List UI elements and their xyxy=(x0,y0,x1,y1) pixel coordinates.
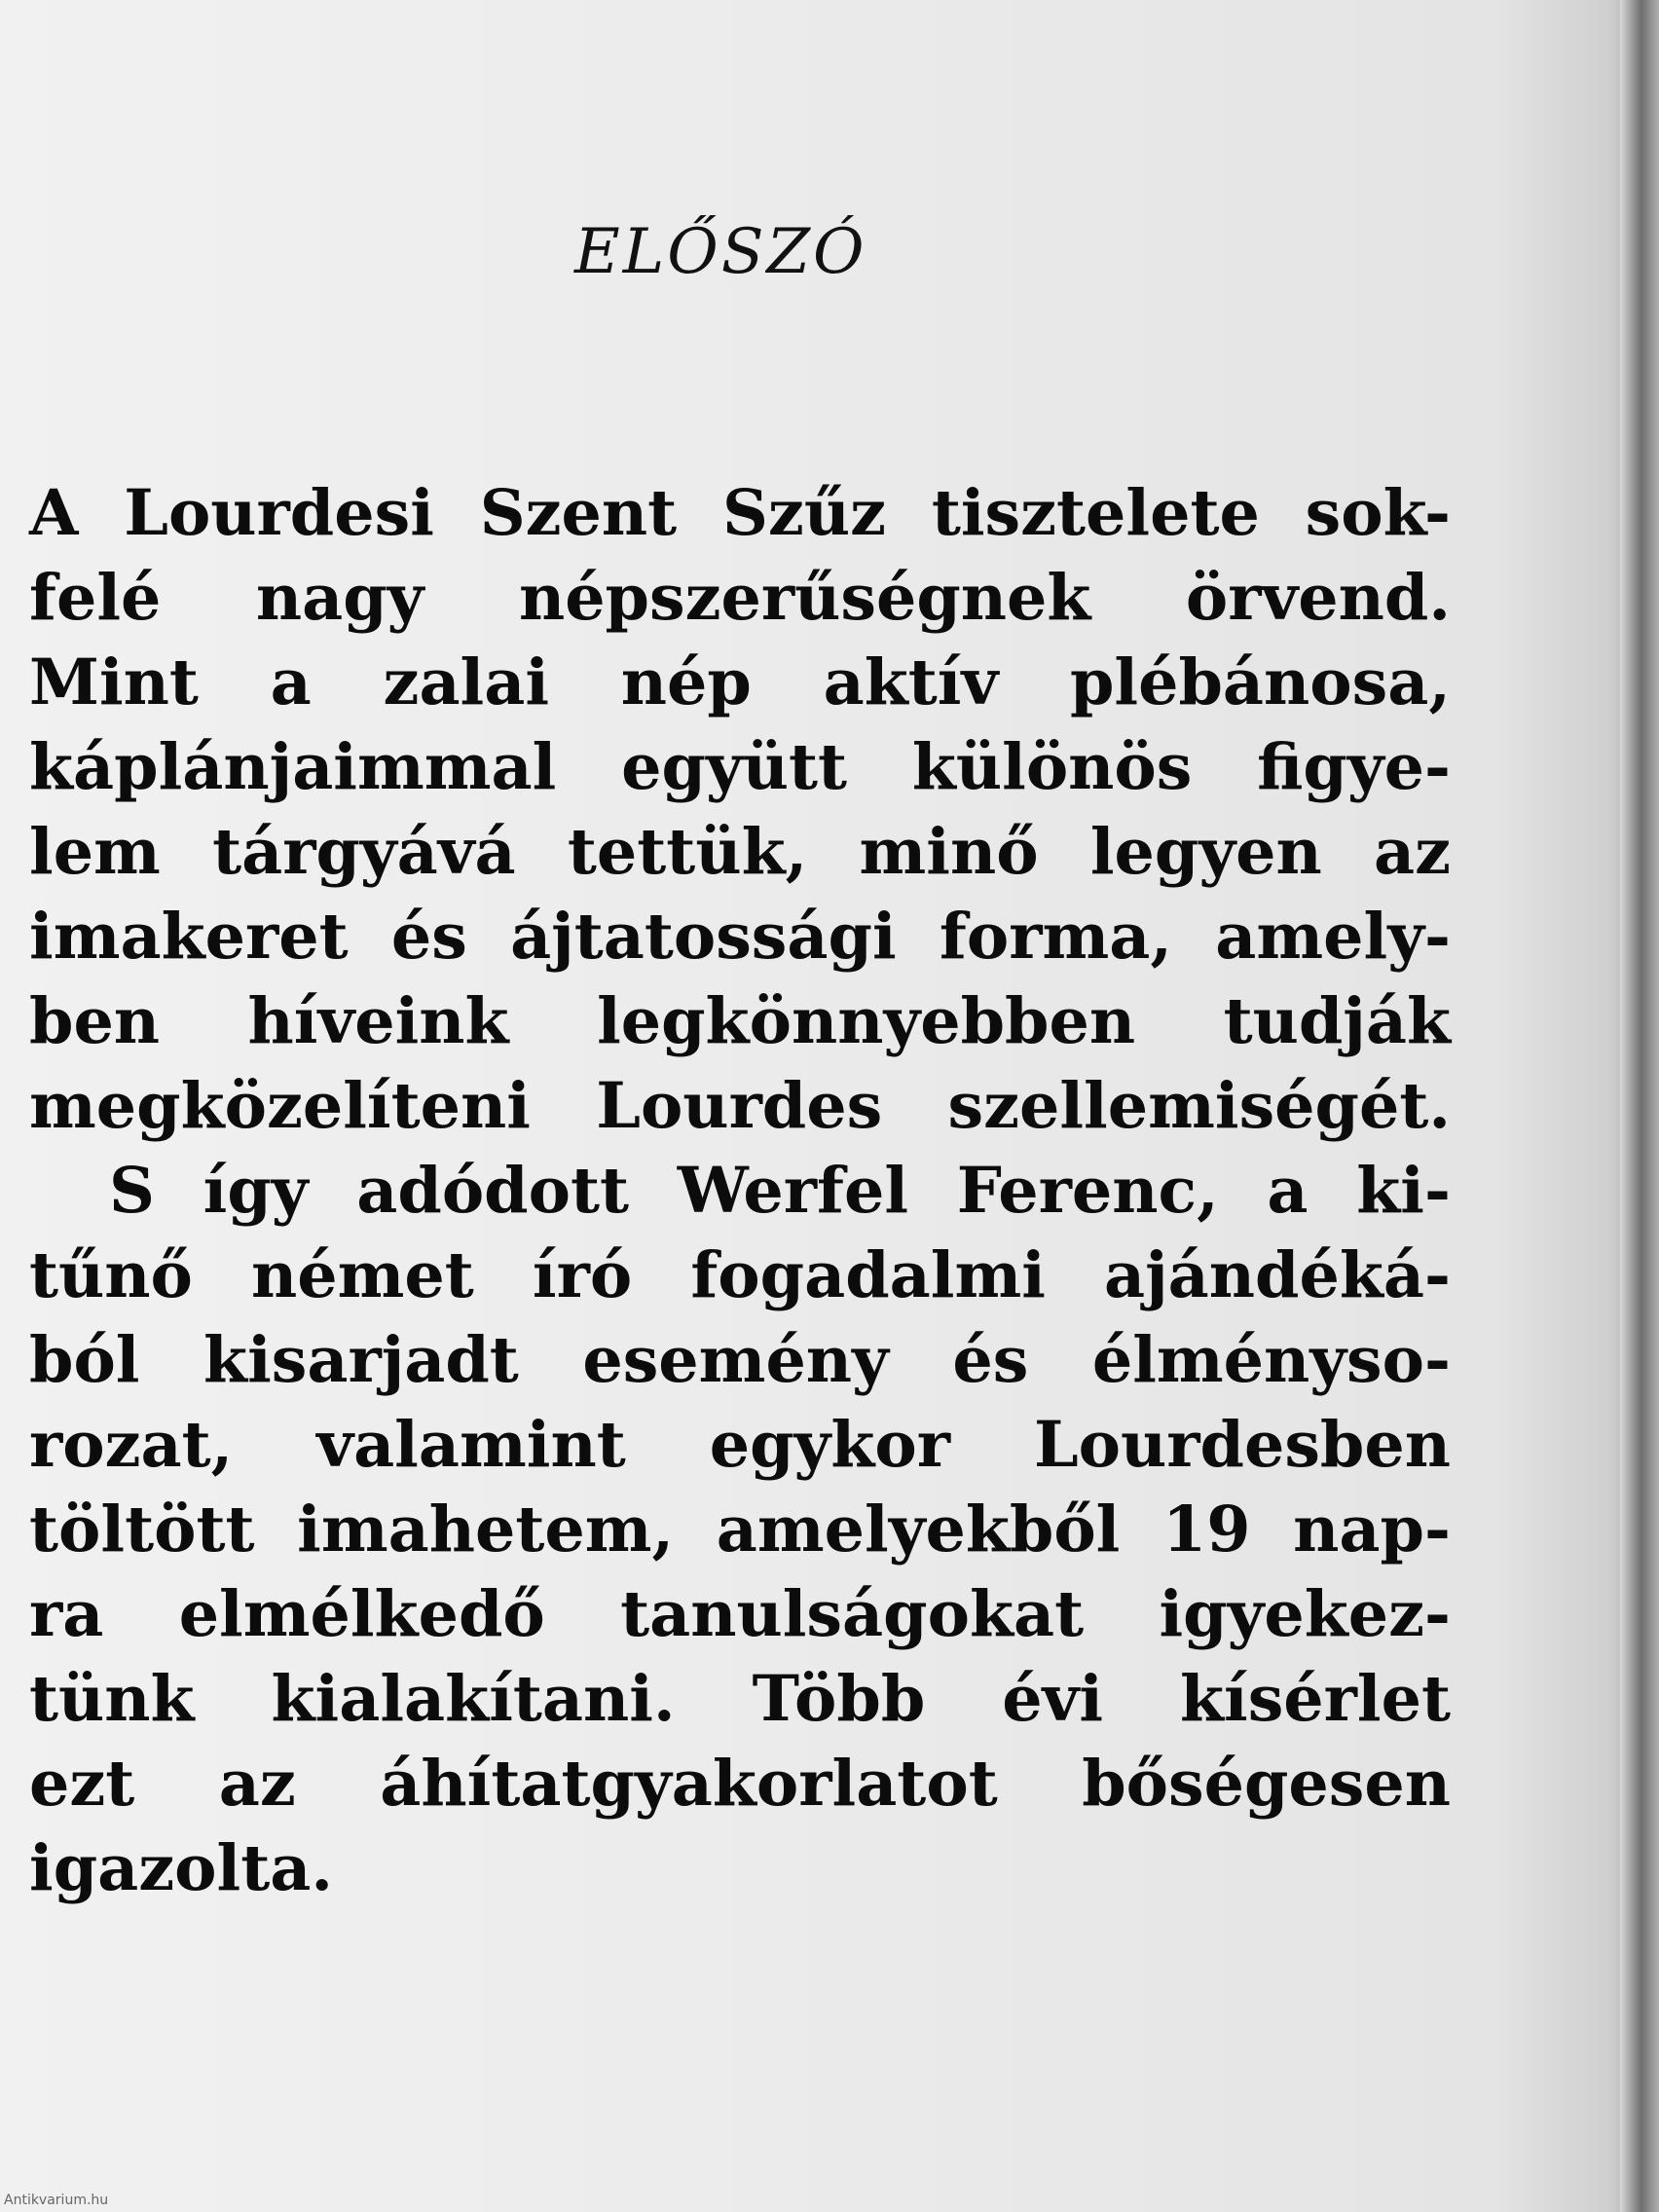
word: Ferenc, xyxy=(956,1154,1219,1228)
word: tudják xyxy=(1223,984,1451,1058)
word: áhítatgyakorlatot xyxy=(380,1747,998,1821)
body-text xyxy=(29,471,1451,1911)
paragraph-1 xyxy=(29,471,1451,1149)
word: felé xyxy=(29,561,162,635)
word: tünk xyxy=(29,1662,195,1736)
word: plébánosa, xyxy=(1069,645,1451,719)
word: ajándéká- xyxy=(1104,1238,1451,1312)
word: figye- xyxy=(1257,730,1451,804)
text-line xyxy=(29,471,1451,556)
word: kísérlet xyxy=(1179,1662,1451,1736)
word: aktív xyxy=(823,645,999,719)
word: tettük, xyxy=(567,815,808,889)
word: fogadalmi xyxy=(690,1238,1046,1312)
word: Werfel xyxy=(677,1154,909,1228)
word: elmélkedő xyxy=(178,1577,545,1651)
word: S xyxy=(109,1154,155,1228)
word: minő xyxy=(859,815,1039,889)
word: nagy xyxy=(255,561,424,635)
word: imahetem, xyxy=(297,1493,675,1567)
word: amely- xyxy=(1215,900,1451,974)
word: legyen xyxy=(1089,815,1322,889)
paragraph-2 xyxy=(29,1149,1451,1911)
word: sok- xyxy=(1305,476,1451,550)
word: és xyxy=(390,900,467,974)
word: amelyekből xyxy=(716,1493,1121,1567)
word: adódott xyxy=(356,1154,630,1228)
watermark: Antikvarium.hu xyxy=(4,2193,109,2208)
text-line xyxy=(29,1826,1451,1911)
word: a xyxy=(270,645,312,719)
word: zalai xyxy=(383,645,550,719)
word: töltött xyxy=(29,1493,255,1567)
text-line xyxy=(29,1064,1451,1149)
page-edge xyxy=(1620,0,1659,2212)
word: ki- xyxy=(1356,1154,1451,1228)
word: együtt xyxy=(621,730,848,804)
text-line xyxy=(29,1742,1451,1826)
text-line xyxy=(29,979,1451,1064)
word: különös xyxy=(911,730,1193,804)
word: esemény xyxy=(582,1323,889,1397)
word: Lourdes xyxy=(596,1069,883,1143)
word: örvend. xyxy=(1185,561,1451,635)
word: a xyxy=(1267,1154,1309,1228)
text-line xyxy=(29,895,1451,979)
word: ra xyxy=(29,1577,104,1651)
word: író xyxy=(532,1238,633,1312)
text-line xyxy=(29,1149,1451,1234)
word: rozat, xyxy=(29,1408,234,1482)
word: valamint xyxy=(316,1408,626,1482)
word: kisarjadt xyxy=(203,1323,519,1397)
word: tisztelete xyxy=(931,476,1260,550)
word: Szűz xyxy=(721,476,887,550)
word: ájtatossági xyxy=(510,900,897,974)
word: ezt xyxy=(29,1747,135,1821)
word: nép xyxy=(620,645,752,719)
word: Lourdesi xyxy=(124,476,434,550)
word: nap- xyxy=(1293,1493,1451,1567)
word: és xyxy=(952,1323,1029,1397)
text-line xyxy=(29,1318,1451,1403)
text-line xyxy=(29,1488,1451,1572)
word: lem xyxy=(29,815,161,889)
word: A xyxy=(29,476,79,550)
word: Több xyxy=(752,1662,926,1736)
word: Mint xyxy=(29,645,199,719)
word: népszerűségnek xyxy=(518,561,1091,635)
word: így xyxy=(203,1154,309,1228)
text-line xyxy=(29,1234,1451,1318)
text-line xyxy=(29,1657,1451,1742)
word: bőségesen xyxy=(1082,1747,1451,1821)
page-title: ELŐSZÓ xyxy=(574,216,867,288)
word: egykor xyxy=(709,1408,950,1482)
word: tanulságokat xyxy=(620,1577,1085,1651)
word: élménysο- xyxy=(1091,1323,1451,1397)
word: kialakítani. xyxy=(271,1662,676,1736)
word: évi xyxy=(1002,1662,1104,1736)
word: szellemiségét. xyxy=(947,1069,1451,1143)
word: híveink xyxy=(247,984,509,1058)
word: káplánjaimmal xyxy=(29,730,557,804)
word: az xyxy=(1373,815,1451,889)
word: ben xyxy=(29,984,161,1058)
word: forma, xyxy=(939,900,1173,974)
word: tárgyává xyxy=(212,815,516,889)
text-line xyxy=(29,641,1451,725)
word: ból xyxy=(29,1323,140,1397)
word: 19 xyxy=(1162,1493,1251,1567)
word: legkönnyebben xyxy=(597,984,1136,1058)
word: imakeret xyxy=(29,900,349,974)
text-line xyxy=(29,725,1451,810)
word: Szent xyxy=(479,476,678,550)
word: igazolta. xyxy=(29,1831,333,1905)
word: megközelíteni xyxy=(29,1069,531,1143)
word: Lourdesben xyxy=(1033,1408,1451,1482)
word: igyekez- xyxy=(1159,1577,1451,1651)
word: német xyxy=(251,1238,474,1312)
word: tűnő xyxy=(29,1238,193,1312)
text-line xyxy=(29,1572,1451,1657)
word: az xyxy=(218,1747,296,1821)
text-line xyxy=(29,1403,1451,1488)
text-line xyxy=(29,810,1451,895)
text-line xyxy=(29,556,1451,641)
